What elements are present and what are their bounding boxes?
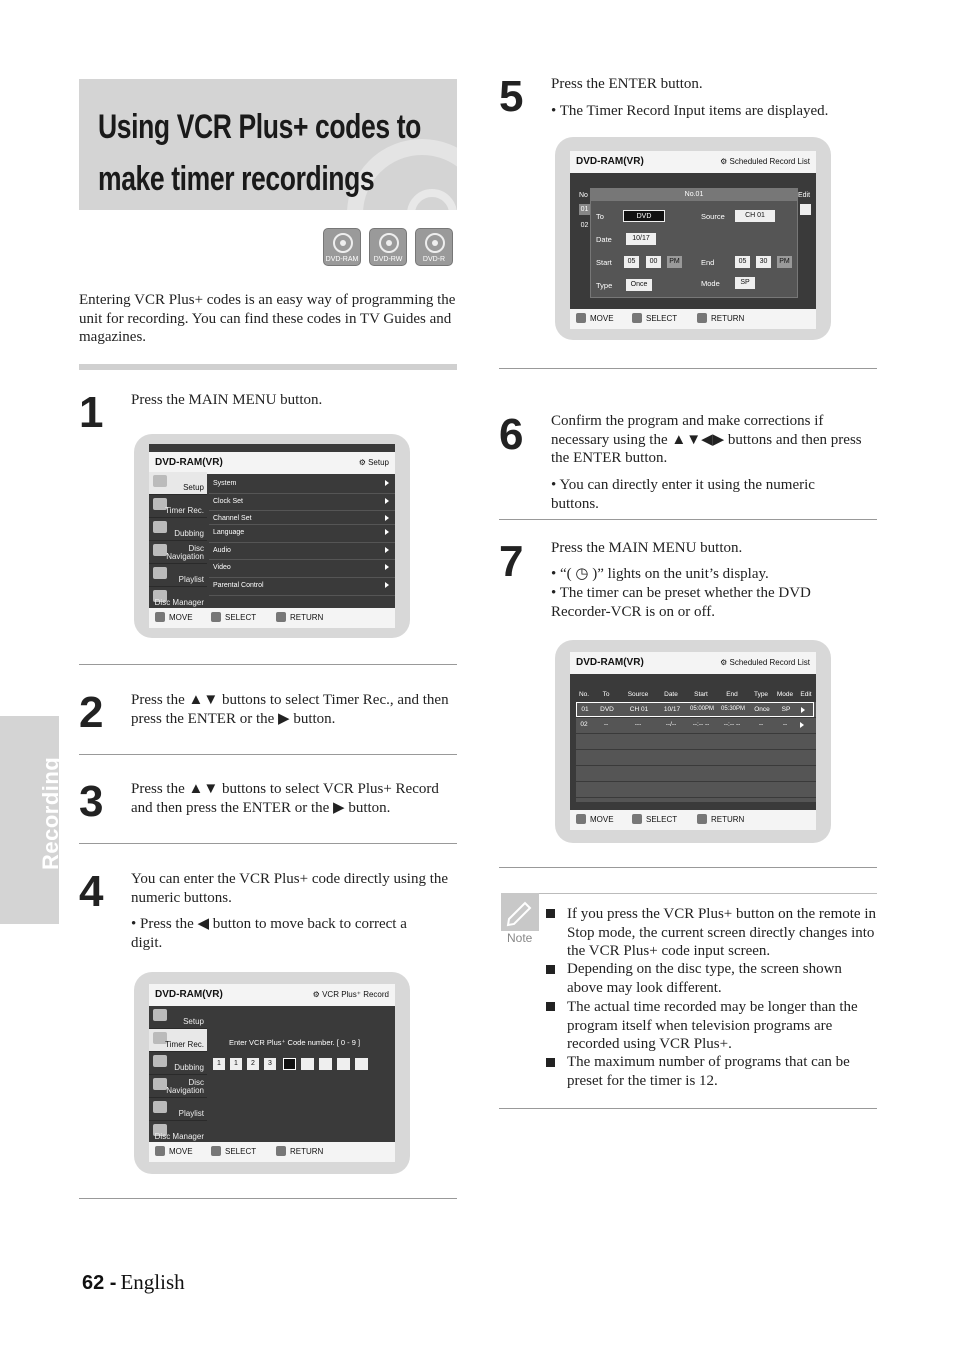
step-1-text: Press the MAIN MENU button. bbox=[131, 392, 323, 408]
select-icon bbox=[632, 814, 642, 824]
move-icon bbox=[155, 1146, 165, 1156]
timer-input-screen bbox=[570, 151, 816, 329]
edit-column-header: Edit bbox=[798, 192, 811, 199]
page-footer bbox=[82, 1270, 185, 1295]
select-icon bbox=[211, 1146, 221, 1156]
edit-arrow-icon[interactable] bbox=[800, 722, 804, 728]
return-icon bbox=[697, 313, 707, 323]
code-digit: 1 bbox=[213, 1058, 225, 1070]
column-header-date: Date bbox=[664, 691, 678, 698]
to-field[interactable]: DVD bbox=[623, 210, 665, 222]
step-5-bullet: • The Timer Record Input items are displayed. bbox=[551, 103, 829, 119]
title-banner bbox=[79, 79, 457, 210]
step-7-bullet-2: • The timer can be preset whether the DVD Recorder-VCR is on or off. bbox=[551, 585, 811, 620]
menu-item-timer-rec[interactable]: Timer Rec. bbox=[149, 1029, 207, 1052]
page-number: 62 - bbox=[82, 1272, 117, 1294]
step-2-text: Press the ▲▼ buttons to select Timer Rec., and then press the ENTER or the ▶ button. bbox=[131, 692, 449, 727]
step-4-bullet: • Press the ◀ button to move back to correct a digit. bbox=[131, 916, 407, 951]
step-6-number: 6 bbox=[499, 410, 524, 459]
divider bbox=[499, 1108, 877, 1109]
step-2-number: 2 bbox=[79, 688, 104, 737]
menu-item-dubbing[interactable]: Dubbing bbox=[149, 1052, 207, 1075]
page-title: Using VCR Plus+ codes to make timer recordings bbox=[98, 108, 421, 198]
type-field[interactable]: Once bbox=[626, 279, 652, 291]
code-digit bbox=[301, 1058, 314, 1070]
return-icon bbox=[276, 612, 286, 622]
start-hour-field[interactable]: 05 bbox=[624, 256, 639, 268]
divider bbox=[499, 368, 877, 369]
divider bbox=[79, 664, 457, 665]
dvd-r-disc-icon: DVD-R bbox=[415, 228, 453, 266]
timer-input-panel: No.01 To DVD Source CH 01 Date 10/17 Start 05 00 PM End 05 30 PM Type Once Mode SP bbox=[590, 188, 798, 298]
column-header-end: End bbox=[726, 691, 738, 698]
menu-item-disc-navigation[interactable]: Disc Navigation bbox=[149, 1075, 207, 1098]
source-field[interactable]: CH 01 bbox=[735, 210, 775, 222]
code-digit-cursor bbox=[283, 1058, 296, 1070]
column-header-edit: Edit bbox=[800, 691, 812, 698]
setup-item-parental-control[interactable]: Parental Control bbox=[209, 578, 395, 596]
move-icon bbox=[576, 814, 586, 824]
menu-item-disc-navigation[interactable]: Disc Navigation bbox=[149, 541, 207, 564]
menu-item-timer-rec[interactable]: Timer Rec. bbox=[149, 495, 207, 518]
code-digit bbox=[337, 1058, 350, 1070]
step-1-number: 1 bbox=[79, 388, 104, 437]
scheduled-record-list-screen bbox=[570, 652, 816, 830]
note-bullet bbox=[546, 1058, 555, 1067]
edit-arrow-icon[interactable] bbox=[800, 220, 811, 231]
mode-field[interactable]: SP bbox=[735, 277, 755, 289]
section-tab-label: Recording bbox=[38, 756, 63, 870]
note-item: The maximum number of programs that can be preset for the timer is 12. bbox=[567, 1054, 850, 1089]
column-header-start: Start bbox=[694, 691, 708, 698]
vcr-code-prompt: Enter VCR Plus⁺ Code number. [ 0 - 9 ] bbox=[229, 1038, 361, 1047]
note-bullet bbox=[546, 1002, 555, 1011]
code-digit bbox=[319, 1058, 332, 1070]
step-5-number: 5 bbox=[499, 72, 524, 121]
move-icon bbox=[576, 313, 586, 323]
note-bullet bbox=[546, 909, 555, 918]
menu-item-setup[interactable]: Setup bbox=[149, 472, 207, 495]
divider bbox=[79, 843, 457, 844]
step-7-text: Press the MAIN MENU button. bbox=[551, 540, 743, 556]
return-icon bbox=[697, 814, 707, 824]
screen-footer: MOVE SELECT RETURN bbox=[149, 1142, 395, 1162]
screen-footer: MOVE SELECT RETURN bbox=[570, 810, 816, 830]
screen-footer: MOVE SELECT RETURN bbox=[149, 608, 395, 628]
page-language: English bbox=[120, 1270, 185, 1294]
table-row[interactable]: 01 DVD CH 01 10/17 05:00PM 05:30PM Once SP bbox=[576, 702, 814, 717]
screen-header: DVD-RAM(VR) ⚙ VCR Plus⁺ Record bbox=[149, 984, 395, 1006]
note-item: The actual time recorded may be longer than the program itself when television programs are recorded using VCR Plus+. bbox=[567, 999, 858, 1052]
no-column-header: No bbox=[579, 192, 588, 199]
menu-item-setup[interactable]: Setup bbox=[149, 1006, 207, 1029]
intro-divider bbox=[79, 364, 457, 370]
code-digit: 3 bbox=[264, 1058, 276, 1070]
step-4-number: 4 bbox=[79, 867, 104, 916]
screen-left-menu bbox=[149, 1006, 207, 1144]
record-row-number[interactable]: 02 bbox=[580, 222, 589, 229]
table-row[interactable]: 02 -- --- --/-- --:-- -- --:-- -- -- -- bbox=[576, 718, 814, 733]
end-ampm-field[interactable]: PM bbox=[777, 256, 792, 268]
setup-item-video[interactable]: Video bbox=[209, 560, 395, 578]
vcr-plus-record-screen bbox=[149, 984, 395, 1162]
edit-arrow-icon[interactable] bbox=[801, 707, 805, 713]
end-minute-field[interactable]: 30 bbox=[756, 256, 771, 268]
screen-left-menu bbox=[149, 472, 207, 610]
step-6-text: Confirm the program and make corrections if necessary using the ▲▼◀▶ buttons and then press the ENTER button. bbox=[551, 413, 862, 466]
code-digit: 1 bbox=[230, 1058, 242, 1070]
divider bbox=[79, 754, 457, 755]
step-3-number: 3 bbox=[79, 777, 104, 826]
step-7-bullet-1: • “( ◷ )” lights on the unit’s display. bbox=[551, 566, 769, 582]
divider bbox=[499, 519, 877, 520]
screen-footer: MOVE SELECT RETURN bbox=[570, 309, 816, 329]
note-top-rule bbox=[539, 893, 877, 894]
code-digit: 2 bbox=[247, 1058, 259, 1070]
menu-item-playlist[interactable]: Playlist bbox=[149, 564, 207, 587]
divider bbox=[79, 1198, 457, 1199]
step-5-text: Press the ENTER button. bbox=[551, 76, 703, 92]
screen-header: DVD-RAM(VR) ⚙ Setup bbox=[149, 452, 395, 474]
divider bbox=[499, 867, 877, 868]
start-minute-field[interactable]: 00 bbox=[646, 256, 661, 268]
setup-item-system[interactable]: System bbox=[209, 476, 395, 494]
column-header-to: To bbox=[602, 691, 610, 698]
vcr-code-input[interactable] bbox=[213, 1058, 383, 1070]
select-icon bbox=[632, 313, 642, 323]
note-item: Depending on the disc type, the screen shown above may look different. bbox=[567, 961, 842, 996]
return-icon bbox=[276, 1146, 286, 1156]
note-item: If you press the VCR Plus+ button on the remote in Stop mode, the current screen directly changes into the VCR Plus+ code input screen. bbox=[567, 906, 876, 959]
select-icon bbox=[211, 612, 221, 622]
menu-item-playlist[interactable]: Playlist bbox=[149, 1098, 207, 1121]
setup-item-channel-set[interactable]: Channel Set bbox=[209, 511, 395, 525]
screen-header: DVD-RAM(VR) ⚙ Scheduled Record List bbox=[570, 151, 816, 173]
move-icon bbox=[155, 612, 165, 622]
column-header-mode: Mode bbox=[776, 691, 794, 698]
dvd-rw-disc-icon: DVD-RW bbox=[369, 228, 407, 266]
record-row-number[interactable]: 01 bbox=[580, 206, 589, 213]
dvd-ram-disc-icon: DVD-RAM bbox=[323, 228, 361, 266]
setup-items-list bbox=[209, 476, 395, 596]
setup-item-language[interactable]: Language bbox=[209, 525, 395, 543]
column-header-type: Type bbox=[753, 691, 769, 698]
step-6-bullet: • You can directly enter it using the numeric buttons. bbox=[551, 477, 815, 512]
edit-arrow-icon[interactable] bbox=[800, 204, 811, 215]
step-4-text: You can enter the VCR Plus+ code directly using the numeric buttons. bbox=[131, 871, 449, 906]
note-bullet bbox=[546, 965, 555, 974]
record-list-grid bbox=[576, 702, 816, 802]
date-field[interactable]: 10/17 bbox=[626, 233, 656, 245]
step-7-number: 7 bbox=[499, 537, 524, 586]
column-header-source: Source bbox=[627, 691, 649, 698]
column-header-no: No. bbox=[578, 691, 590, 698]
code-digit bbox=[355, 1058, 368, 1070]
menu-item-dubbing[interactable]: Dubbing bbox=[149, 518, 207, 541]
menu-item-disc-manager[interactable]: Disc Manager bbox=[149, 1121, 207, 1144]
panel-title: No.01 bbox=[591, 189, 797, 201]
menu-item-disc-manager[interactable]: Disc Manager bbox=[149, 587, 207, 610]
screen-header: DVD-RAM(VR) ⚙ Scheduled Record List bbox=[570, 652, 816, 674]
setup-item-audio[interactable]: Audio bbox=[209, 543, 395, 561]
intro-paragraph: Entering VCR Plus+ codes is an easy way of programming the unit for recording. You can find these codes in TV Guides and magazines. bbox=[79, 292, 456, 345]
end-hour-field[interactable]: 05 bbox=[735, 256, 750, 268]
setup-item-clock-set[interactable]: Clock Set bbox=[209, 494, 395, 512]
note-pencil-icon bbox=[501, 893, 539, 931]
note-label: Note bbox=[507, 931, 533, 945]
step-3-text: Press the ▲▼ buttons to select VCR Plus+ Record and then press the ENTER or the ▶ button. bbox=[131, 781, 439, 816]
setup-menu-screen bbox=[149, 444, 395, 628]
start-ampm-field[interactable]: PM bbox=[667, 256, 682, 268]
